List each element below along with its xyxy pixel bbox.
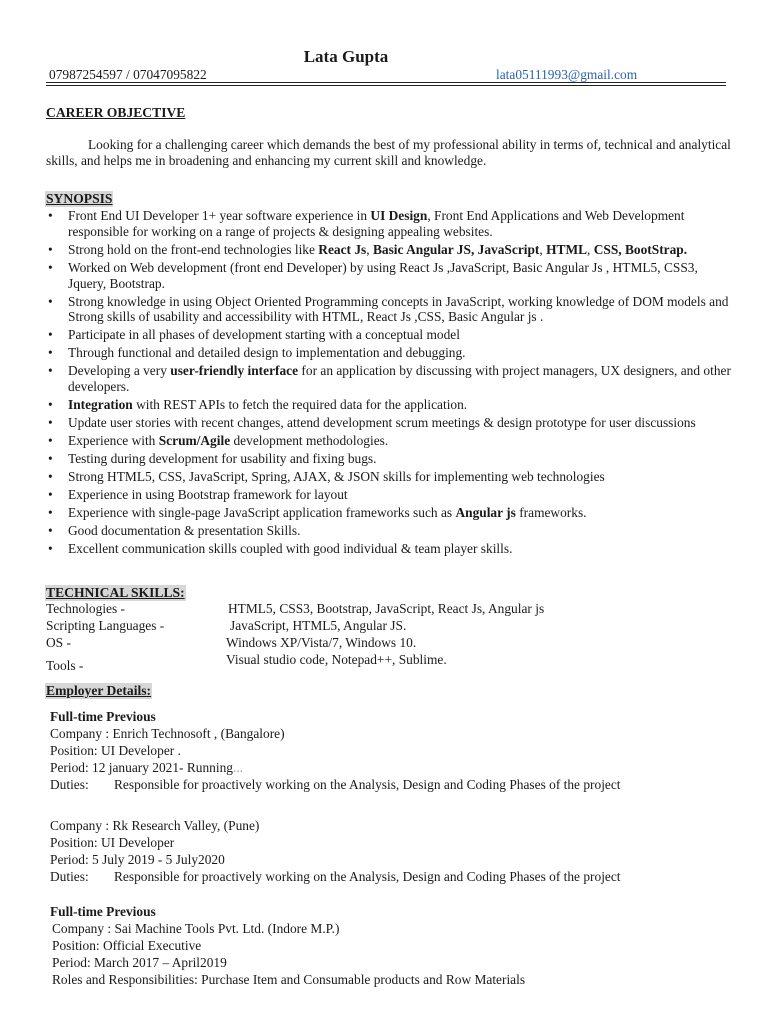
skill-row-technologies [46,601,726,618]
skill-row-os [46,635,726,652]
synopsis-text: Front End UI Developer 1+ year software experience in [68,208,371,223]
company-line: Company : Rk Research Valley, (Pune) [50,818,260,833]
bullet-icon: • [48,487,53,502]
roles-line: Roles and Responsibilities: Purchase Item and Consumable products and Row Materials [52,972,526,987]
technical-skills-table [46,601,726,673]
skill-value: Visual studio code, Notepad++, Sublime. [226,652,447,667]
period-text: Period: 12 january 2021- Running [50,760,233,775]
duties-line [50,868,730,885]
employment-type: Full-time Previous [50,709,156,724]
synopsis-item [46,327,736,343]
bullet-icon: • [48,363,53,379]
synopsis-emphasis: Basic Angular JS, JavaScript [372,241,540,257]
synopsis-item [46,208,736,240]
synopsis-text: , [539,241,547,257]
synopsis-text: Developing a very [68,363,171,379]
skill-row-scripting [46,618,726,635]
synopsis-item [46,294,736,326]
synopsis-emphasis: UI Design [370,208,428,223]
synopsis-item [46,363,736,395]
synopsis-text: Experience with [68,433,159,449]
synopsis-emphasis: HTML [546,241,588,257]
employment-type: Full-time Previous [50,904,156,919]
synopsis-item [46,451,736,467]
synopsis-text: Excellent communication skills coupled with good individual & team player skills. [68,540,513,556]
phone-numbers: 07987254597 / 07047095822 [49,67,207,82]
skill-value: Windows XP/Vista/7, Windows 10. [226,635,417,650]
skill-label: OS - [46,635,71,650]
bullet-icon: • [48,469,53,485]
company-line: Company : Enrich Technosoft , (Bangalore) [50,726,285,741]
header-divider-bottom [46,85,726,86]
synopsis-text: Experience in using Bootstrap framework for layout [68,487,348,502]
synopsis-text: development methodologies. [230,433,389,449]
synopsis-item [46,541,736,557]
duties-label: Duties: [50,869,89,884]
bullet-icon: • [48,208,53,223]
candidate-name: Lata Gupta [303,47,389,66]
skill-value: HTML5, CSS3, Bootstrap, JavaScript, React Js, Angular js [228,601,545,616]
synopsis-list [46,208,736,559]
position-line: Position: UI Developer . [50,743,181,758]
email-link[interactable]: lata05111993@gmail.com [496,67,638,82]
synopsis-item [46,505,736,521]
period-suffix: ... [232,760,244,775]
synopsis-text: for an application by discussing with project managers, UX designers, and other developers. [68,363,731,395]
employer-block-enrich [50,708,730,793]
skill-row-tools [46,652,726,673]
synopsis-emphasis: Angular js [455,504,516,520]
synopsis-item [46,415,736,431]
synopsis-text: Worked on Web development (front end Developer) by using React Js ,JavaScript, Basic Angular Js , HTML5, CSS3, Jquery, Bootstrap. [68,259,698,291]
synopsis-text: Strong HTML5, CSS, JavaScript, Spring, AJAX, & JSON skills for implementing web technologies [68,469,605,485]
company-line: Company : Sai Machine Tools Pvt. Ltd. (Indore M.P.) [52,921,340,936]
header-divider-top [46,82,726,83]
skill-label: Scripting Languages - [46,618,165,633]
synopsis-emphasis: React Js [318,241,367,257]
employer-block-sai [52,903,732,988]
synopsis-text: , [587,241,594,257]
bullet-icon: • [48,345,53,361]
career-objective-text: Looking for a challenging career which demands the best of my professional ability in terms of, technical and analytical skills, and helps me in broadening and enhancing my current skill and knowledge. [46,137,731,168]
synopsis-text: with REST APIs to fetch the required data for the application. [132,397,468,413]
employer-details-heading: Employer Details: [46,683,152,698]
synopsis-emphasis: Scrum/Agile [158,433,231,449]
skill-value: JavaScript, HTML5, Angular JS. [230,618,407,633]
synopsis-text: Strong hold on the front-end technologies like [68,241,319,257]
synopsis-item [46,397,736,413]
bullet-icon: • [48,327,53,343]
bullet-icon: • [48,259,53,275]
synopsis-item [46,523,736,539]
synopsis-text: frameworks. [515,504,587,520]
bullet-icon: • [48,451,53,467]
synopsis-emphasis: user-friendly interface [170,363,299,379]
bullet-icon: • [48,540,53,556]
skill-label: Tools - [46,658,84,673]
synopsis-text: Participate in all phases of development starting with a conceptual model [68,327,460,343]
synopsis-text: , Front End Applications and Web Development responsible for working on a range of projects & designing appealing websites. [68,208,685,239]
career-objective-heading: CAREER OBJECTIVE [46,105,186,120]
synopsis-text: , [366,241,373,257]
synopsis-emphasis: CSS, BootStrap. [593,241,688,257]
period-line: Period: March 2017 – April2019 [52,955,227,970]
bullet-icon: • [48,293,53,309]
duties-line [50,776,730,793]
bullet-icon: • [48,241,53,257]
technical-skills-heading: TECHNICAL SKILLS: [46,585,185,600]
duties-text: Responsible for proactively working on the Analysis, Design and Coding Phases of the project [114,869,621,884]
contact-row [46,67,726,83]
synopsis-item [46,242,736,258]
synopsis-text: Update user stories with recent changes, attend development scrum meetings & design prototype for user discussions [68,415,696,431]
bullet-icon: • [48,433,53,449]
synopsis-text: Good documentation & presentation Skills. [68,522,301,538]
synopsis-emphasis: Integration [68,397,133,413]
skill-label: Technologies - [46,601,126,616]
bullet-icon: • [48,522,53,538]
synopsis-item [46,260,736,292]
bullet-icon: • [48,415,53,431]
synopsis-item [46,469,736,485]
employer-block-rk [50,817,730,885]
period-line: Period: 5 July 2019 - 5 July2020 [50,852,225,867]
bullet-icon: • [48,504,53,520]
position-line: Position: Official Executive [52,938,202,953]
synopsis-item [46,487,736,503]
synopsis-text: Through functional and detailed design to implementation and debugging. [68,345,466,361]
bullet-icon: • [48,397,53,413]
synopsis-text: Strong knowledge in using Object Oriented Programming concepts in JavaScript, working knowledge of DOM models and Strong skills of usability and accessibility with HTML, React Js ,CSS, Basic Angular js . [68,293,729,325]
synopsis-text: Experience with single-page JavaScript application frameworks such as [68,504,456,520]
duties-label: Duties: [50,777,89,792]
position-line: Position: UI Developer [50,835,175,850]
synopsis-item [46,433,736,449]
duties-text: Responsible for proactively working on the Analysis, Design and Coding Phases of the project [114,777,621,792]
synopsis-item [46,345,736,361]
period-line [50,759,730,776]
synopsis-text: Testing during development for usability and fixing bugs. [68,451,377,467]
synopsis-heading: SYNOPSIS [46,191,113,206]
